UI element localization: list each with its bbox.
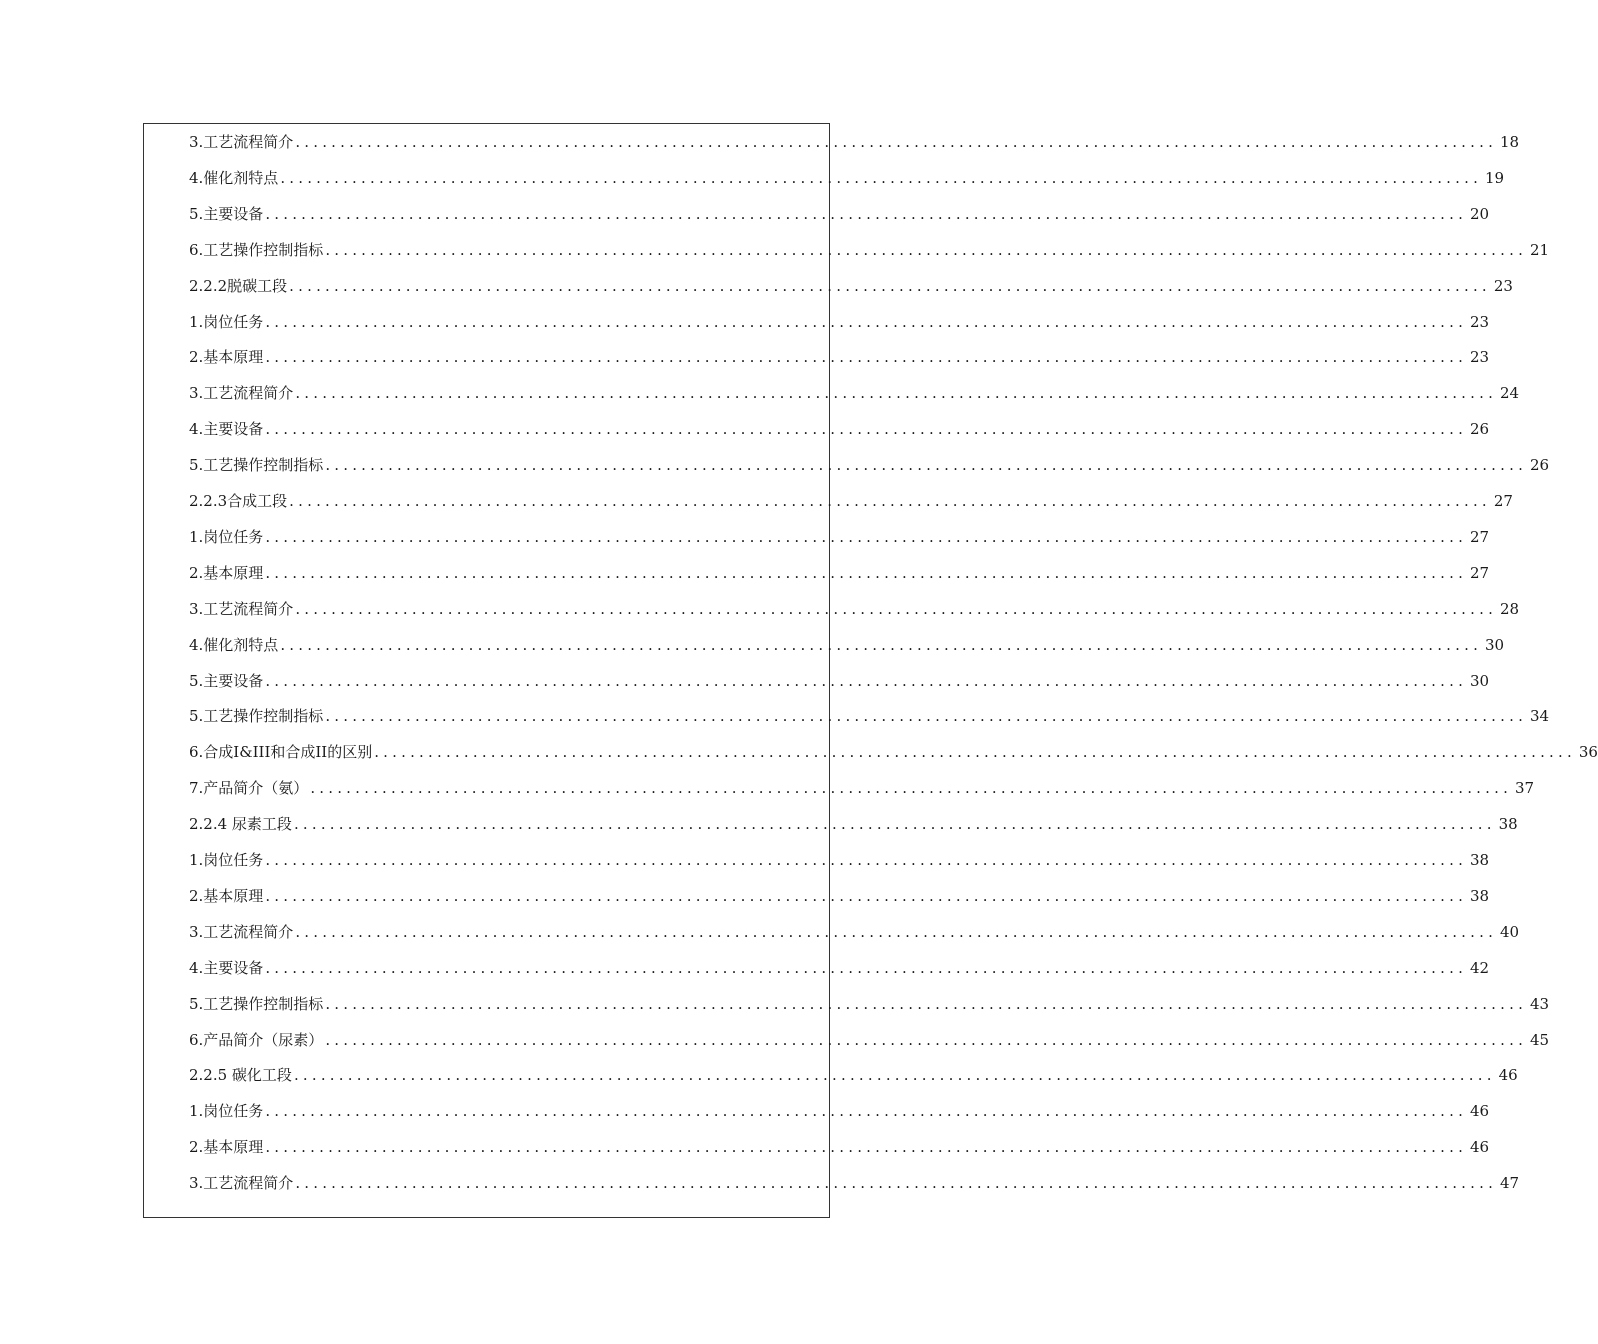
toc-entry-title: 6.产品简介（尿素） bbox=[189, 1030, 324, 1049]
toc-entry-page-number: 38 bbox=[1498, 815, 1518, 834]
toc-dot-leader: ...................................................................................................................................... bbox=[295, 384, 1498, 403]
toc-entry-title: 3.工艺流程简介 bbox=[189, 133, 294, 151]
toc-dot-leader: ...................................................................................................................................... bbox=[295, 599, 1498, 618]
toc-dot-leader: ...................................................................................................................................... bbox=[265, 204, 1468, 223]
toc-entry[interactable] bbox=[189, 519, 1490, 555]
toc-entry-page-number: 34 bbox=[1529, 707, 1550, 726]
toc-entry-title: 5.工艺操作控制指标 bbox=[189, 707, 324, 726]
toc-dot-leader: ...................................................................................................................................... bbox=[280, 635, 1483, 654]
toc-entry[interactable] bbox=[189, 555, 1490, 591]
toc-entry-page-number: 42 bbox=[1469, 958, 1490, 977]
toc-entry[interactable] bbox=[189, 1022, 1550, 1058]
toc-dot-leader: ...................................................................................................................................... bbox=[310, 779, 1513, 798]
toc-entry-title: 1.岗位任务 bbox=[189, 1102, 264, 1121]
toc-dot-leader: ...................................................................................................................................... bbox=[265, 348, 1468, 367]
toc-dot-leader: ...................................................................................................................................... bbox=[265, 958, 1468, 977]
toc-entry-page-number: 27 bbox=[1469, 527, 1490, 546]
toc-dot-leader: ...................................................................................................................................... bbox=[265, 851, 1468, 869]
toc-entry-page-number: 26 bbox=[1529, 456, 1550, 475]
toc-dot-leader: ...................................................................................................................................... bbox=[374, 743, 1576, 762]
toc-entry-page-number: 23 bbox=[1469, 312, 1490, 331]
toc-entry[interactable] bbox=[189, 124, 1520, 160]
toc-entry-title: 2.2.2脱碳工段 bbox=[189, 276, 288, 295]
toc-entry[interactable] bbox=[189, 1165, 1520, 1201]
toc-entry-title: 7.产品简介（氨） bbox=[189, 779, 309, 798]
toc-entry-page-number: 38 bbox=[1469, 851, 1490, 869]
toc-entry-page-number: 20 bbox=[1469, 204, 1490, 223]
toc-entry-title: 1.岗位任务 bbox=[189, 312, 264, 331]
toc-entry-page-number: 23 bbox=[1493, 276, 1513, 295]
toc-dot-leader: ...................................................................................................................................... bbox=[289, 492, 1491, 510]
toc-entry-page-number: 26 bbox=[1469, 420, 1490, 439]
toc-entry-title: 2.基本原理 bbox=[189, 1138, 264, 1157]
toc-entry-title: 1.岗位任务 bbox=[189, 851, 264, 869]
toc-entry-page-number: 19 bbox=[1484, 168, 1505, 187]
toc-dot-leader: ...................................................................................................................................... bbox=[325, 240, 1528, 259]
toc-dot-leader: ...................................................................................................................................... bbox=[265, 886, 1468, 905]
toc-entry-title: 3.工艺流程简介 bbox=[189, 384, 294, 403]
toc-dot-leader: ...................................................................................................................................... bbox=[265, 420, 1468, 439]
toc-entry-title: 2.2.4 尿素工段 bbox=[189, 815, 292, 834]
toc-entry-page-number: 47 bbox=[1499, 1174, 1520, 1193]
toc-entry-page-number: 28 bbox=[1499, 599, 1520, 618]
toc-entry[interactable] bbox=[189, 878, 1490, 914]
toc-entry-page-number: 18 bbox=[1499, 133, 1520, 151]
toc-dot-leader: ...................................................................................................................................... bbox=[325, 1030, 1528, 1049]
toc-entry[interactable] bbox=[189, 375, 1520, 411]
toc-entry[interactable] bbox=[189, 1129, 1490, 1165]
toc-entry-page-number: 37 bbox=[1514, 779, 1535, 798]
toc-entry-title: 6.工艺操作控制指标 bbox=[189, 240, 324, 259]
toc-entry-page-number: 38 bbox=[1469, 886, 1490, 905]
toc-entry-title: 2.基本原理 bbox=[189, 886, 264, 905]
toc-entry-title: 2.2.3合成工段 bbox=[189, 492, 288, 510]
toc-entry[interactable] bbox=[189, 483, 1513, 519]
toc-entry-title: 5.工艺操作控制指标 bbox=[189, 456, 324, 475]
toc-entry[interactable] bbox=[189, 806, 1518, 842]
toc-entry[interactable] bbox=[189, 160, 1505, 196]
toc-entry-page-number: 21 bbox=[1529, 240, 1550, 259]
toc-entry[interactable] bbox=[189, 196, 1490, 232]
toc-dot-leader: ...................................................................................................................................... bbox=[293, 815, 1496, 834]
toc-entry-page-number: 36 bbox=[1578, 743, 1598, 762]
toc-entry[interactable] bbox=[189, 950, 1490, 986]
toc-entry[interactable] bbox=[189, 734, 1598, 770]
toc-dot-leader: ...................................................................................................................................... bbox=[295, 1174, 1498, 1193]
toc-entry[interactable] bbox=[189, 627, 1505, 663]
toc-entry-page-number: 27 bbox=[1493, 492, 1513, 510]
toc-entry[interactable] bbox=[189, 663, 1490, 699]
toc-dot-leader: ...................................................................................................................................... bbox=[289, 276, 1491, 295]
toc-entry-page-number: 46 bbox=[1498, 1066, 1518, 1085]
toc-dot-leader: ...................................................................................................................................... bbox=[265, 527, 1468, 546]
toc-dot-leader: ...................................................................................................................................... bbox=[293, 1066, 1496, 1085]
toc-entry-page-number: 30 bbox=[1469, 671, 1490, 690]
toc-dot-leader: ...................................................................................................................................... bbox=[325, 994, 1528, 1013]
toc-dot-leader: ...................................................................................................................................... bbox=[325, 456, 1528, 475]
toc-dot-leader: ...................................................................................................................................... bbox=[265, 1138, 1468, 1157]
toc-entry-title: 3.工艺流程简介 bbox=[189, 1174, 294, 1193]
toc-dot-leader: ...................................................................................................................................... bbox=[265, 671, 1468, 690]
toc-entry-page-number: 30 bbox=[1484, 635, 1505, 654]
toc-entry-title: 3.工艺流程简介 bbox=[189, 922, 294, 941]
toc-dot-leader: ...................................................................................................................................... bbox=[295, 922, 1498, 941]
toc-entry-title: 5.主要设备 bbox=[189, 204, 264, 223]
toc-entry-page-number: 40 bbox=[1499, 922, 1520, 941]
toc-entry[interactable] bbox=[189, 591, 1520, 627]
toc-entry-title: 5.主要设备 bbox=[189, 671, 264, 690]
toc-entry-title: 1.岗位任务 bbox=[189, 527, 264, 546]
toc-entry-title: 4.主要设备 bbox=[189, 958, 264, 977]
toc-entry[interactable] bbox=[189, 339, 1490, 375]
toc-entry[interactable] bbox=[189, 1057, 1518, 1093]
toc-dot-leader: ...................................................................................................................................... bbox=[325, 707, 1528, 726]
toc-dot-leader: ...................................................................................................................................... bbox=[265, 312, 1468, 331]
toc-dot-leader: ...................................................................................................................................... bbox=[265, 563, 1468, 582]
toc-entry-page-number: 45 bbox=[1529, 1030, 1550, 1049]
toc-entry-title: 5.工艺操作控制指标 bbox=[189, 994, 324, 1013]
toc-entry[interactable] bbox=[189, 770, 1535, 806]
toc-entry-page-number: 43 bbox=[1529, 994, 1550, 1013]
toc-entry-title: 4.催化剂特点 bbox=[189, 635, 279, 654]
toc-entry-title: 3.工艺流程简介 bbox=[189, 599, 294, 618]
toc-entry[interactable] bbox=[189, 411, 1490, 447]
toc-entry-page-number: 23 bbox=[1469, 348, 1490, 367]
toc-dot-leader: ...................................................................................................................................... bbox=[280, 168, 1483, 187]
toc-entry[interactable] bbox=[189, 986, 1550, 1022]
toc-entry[interactable] bbox=[189, 914, 1520, 950]
toc-entry[interactable] bbox=[189, 268, 1513, 304]
toc-frame bbox=[143, 123, 1598, 1218]
toc-entry[interactable] bbox=[189, 1093, 1490, 1129]
toc-entry-title: 2.基本原理 bbox=[189, 348, 264, 367]
toc-entry-page-number: 46 bbox=[1469, 1102, 1490, 1121]
toc-entry-page-number: 27 bbox=[1469, 563, 1490, 582]
toc-entry[interactable] bbox=[189, 842, 1490, 878]
toc-entry-title: 4.主要设备 bbox=[189, 420, 264, 439]
toc-entry[interactable] bbox=[189, 698, 1550, 734]
toc-dot-leader: ...................................................................................................................................... bbox=[295, 133, 1498, 151]
toc-entry[interactable] bbox=[189, 447, 1550, 483]
toc-entry[interactable] bbox=[189, 304, 1490, 340]
toc-entry-page-number: 46 bbox=[1469, 1138, 1490, 1157]
toc-entry-title: 6.合成I&III和合成II的区别 bbox=[189, 743, 373, 762]
toc-entry-title: 4.催化剂特点 bbox=[189, 168, 279, 187]
toc-entry-title: 2.2.5 碳化工段 bbox=[189, 1066, 292, 1085]
toc-entry-page-number: 24 bbox=[1499, 384, 1520, 403]
toc-dot-leader: ...................................................................................................................................... bbox=[265, 1102, 1468, 1121]
toc-entry-title: 2.基本原理 bbox=[189, 563, 264, 582]
toc-entry[interactable] bbox=[189, 232, 1550, 268]
